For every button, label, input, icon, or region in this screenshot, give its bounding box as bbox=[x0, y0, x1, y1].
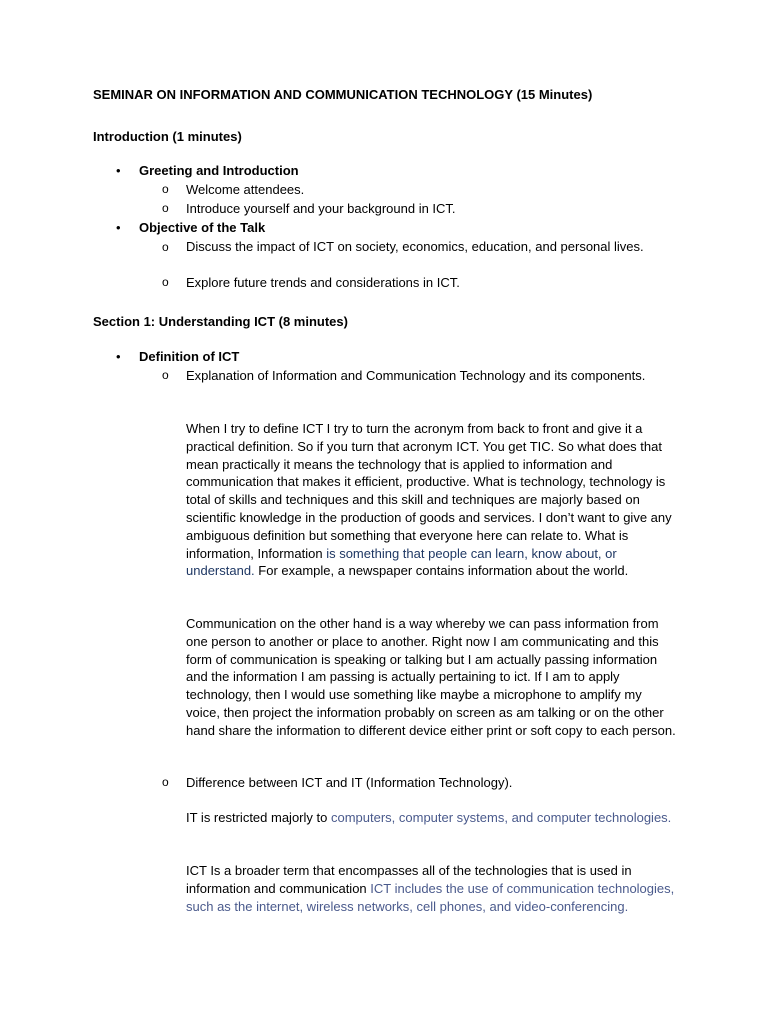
sub-bullet-marker: o bbox=[162, 368, 169, 382]
section-heading-introduction: Introduction (1 minutes) bbox=[93, 129, 242, 144]
bullet-definition-of-ict: Definition of ICT bbox=[139, 349, 240, 364]
paragraph-text: ICT Is a broader term that encompasses all of the technologies that is used in information and communication bbox=[186, 863, 632, 896]
sub-bullet-marker: o bbox=[162, 775, 169, 789]
paragraph-ict-broader-term bbox=[186, 862, 678, 915]
subitem-difference-ict-it: Difference between ICT and IT (Information Technology). bbox=[186, 775, 513, 790]
sub-bullet-marker: o bbox=[162, 240, 169, 254]
bullet-marker: • bbox=[116, 163, 121, 178]
sub-bullet-marker: o bbox=[162, 275, 169, 289]
paragraph-ict-definition bbox=[186, 420, 678, 580]
paragraph-communication: Communication on the other hand is a way whereby we can pass information from one person to another or place to another. Right now I am communicating and this form of communication is speaking or talking but I am actually passing information and the information I am passing is actually pertaining to ict. If I am to apply technology, then I would use something like maybe a microphone to amplify my voice, then project the information probably on screen as am talking or on the other hand share the information to different device either print or soft copy to each person. bbox=[186, 616, 676, 738]
sub-bullet-marker: o bbox=[162, 201, 169, 215]
subitem-welcome: Welcome attendees. bbox=[186, 182, 305, 197]
paragraph-text: IT is restricted majorly to bbox=[186, 810, 331, 825]
subitem-discuss-impact: Discuss the impact of ICT on society, economics, education, and personal lives. bbox=[186, 239, 644, 254]
bullet-marker: • bbox=[116, 220, 121, 235]
highlighted-text: computers, computer systems, and computer technologies. bbox=[330, 810, 672, 825]
subitem-introduce-yourself: Introduce yourself and your background in ICT. bbox=[186, 201, 456, 216]
highlighted-text: ICT includes the use of communication technologies, such as the internet, wireless networks, cell phones, and video-conferencing. bbox=[186, 880, 675, 914]
subitem-explore-trends: Explore future trends and considerations in ICT. bbox=[186, 275, 460, 290]
bullet-objective-of-the-talk: Objective of the Talk bbox=[139, 220, 266, 235]
paragraph-text: For example, a newspaper contains information about the world. bbox=[254, 563, 629, 579]
paragraph-it-definition bbox=[186, 809, 678, 827]
document-title: SEMINAR ON INFORMATION AND COMMUNICATION TECHNOLOGY (15 Minutes) bbox=[93, 87, 593, 102]
subitem-explanation-of-ict: Explanation of Information and Communication Technology and its components. bbox=[186, 368, 646, 383]
highlighted-text: is something that people can learn, know about, or understand. bbox=[186, 545, 617, 579]
paragraph-text: When I try to define ICT I try to turn the acronym from back to front and give it a practical definition. So if you turn that acronym ICT. You get TIC. So what does that mean practically it means the technology that is applied to information and communication that makes it efficient, productive. What is technology, technology is total of skills and techniques and this skill and techniques are majorly based on scientific knowledge in the production of goods and services. I don’t want to give any ambiguous definition but something that everyone here can relate to. What is information, Information bbox=[186, 421, 672, 561]
bullet-greeting-and-introduction: Greeting and Introduction bbox=[139, 163, 299, 178]
sub-bullet-marker: o bbox=[162, 182, 169, 196]
bullet-marker: • bbox=[116, 349, 121, 364]
section-heading-understanding-ict: Section 1: Understanding ICT (8 minutes) bbox=[93, 314, 348, 329]
